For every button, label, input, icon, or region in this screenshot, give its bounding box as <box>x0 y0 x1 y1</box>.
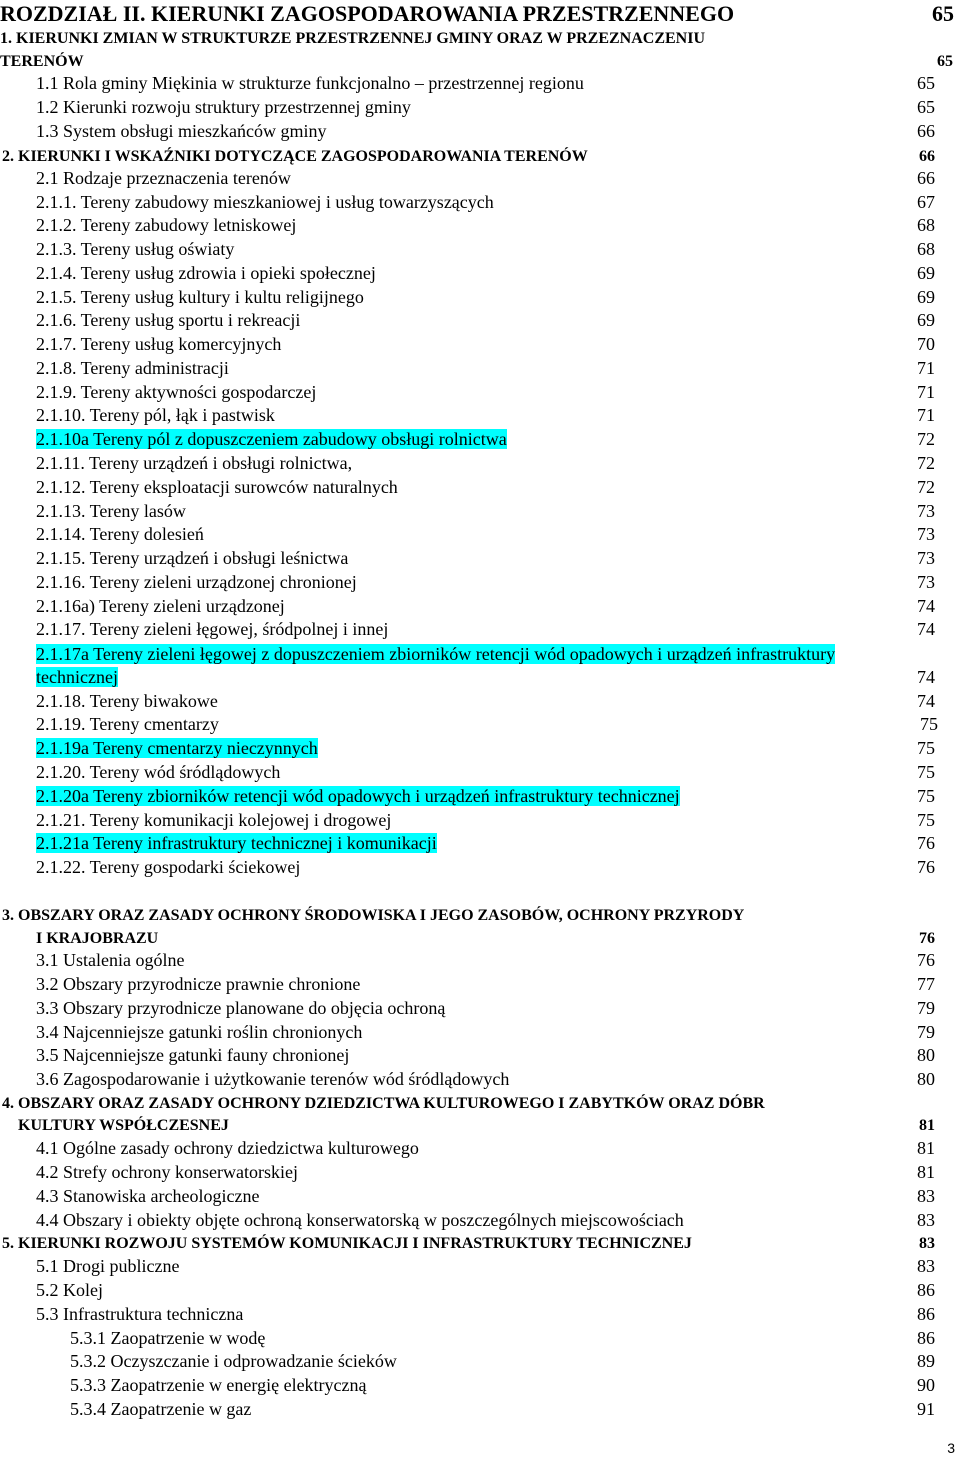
toc-entry-title: 2.1.3. Tereny usług oświaty <box>36 239 235 259</box>
toc-entry-title: 2.1.8. Tereny administracji <box>36 358 229 378</box>
toc-entry-page: 80 <box>917 1069 935 1089</box>
toc-entry-page: 74 <box>917 619 935 639</box>
toc-entry-title: 3.3 Obszary przyrodnicze planowane do objęcia ochroną <box>36 998 446 1018</box>
toc-entry-page: 76 <box>917 833 935 853</box>
toc-entry-page: 80 <box>917 1045 935 1065</box>
chapter-title-page: 65 <box>932 1 954 26</box>
toc-entry-page: 65 <box>917 97 935 117</box>
toc-entry-title: KULTURY WSPÓŁCZESNEJ <box>18 1117 229 1134</box>
toc-entry-title: 2.1.14. Tereny dolesień <box>36 524 204 544</box>
toc-entry-page: 73 <box>917 572 935 592</box>
toc-entry-page: 71 <box>917 358 935 378</box>
toc-entry-title: 2.1.13. Tereny lasów <box>36 501 186 521</box>
toc-entry-title: 2.1.1. Tereny zabudowy mieszkaniowej i usług towarzyszących <box>36 192 494 212</box>
toc-entry-title: 2.1.22. Tereny gospodarki ściekowej <box>36 857 301 877</box>
toc-entry-title: 3. OBSZARY ORAZ ZASADY OCHRONY ŚRODOWISKA I JEGO ZASOBÓW, OCHRONY PRZYRODY <box>2 907 745 924</box>
toc-entry-title: 2.1.4. Tereny usług zdrowia i opieki społecznej <box>36 263 376 283</box>
toc-entry-page: 75 <box>917 786 935 806</box>
toc-entry-title: 3.4 Najcenniejsze gatunki roślin chronionych <box>36 1022 363 1042</box>
toc-entry-page: 73 <box>917 548 935 568</box>
toc-entry-page: 75 <box>917 810 935 830</box>
page-number: 3 <box>947 1440 955 1456</box>
toc-entry-page: 69 <box>917 310 935 330</box>
toc-entry-title: 4.4 Obszary i obiekty objęte ochroną konserwatorską w poszczególnych miejscowościach <box>36 1210 684 1230</box>
toc-entry-page: 75 <box>917 762 935 782</box>
toc-entry-page: 73 <box>917 524 935 544</box>
toc-entry-title: 2.1.6. Tereny usług sportu i rekreacji <box>36 310 301 330</box>
toc-entry-page: 68 <box>917 215 935 235</box>
toc-entry-title: 2.1.21a Tereny infrastruktury technicznej i komunikacji <box>36 833 437 853</box>
toc-entry-page: 86 <box>917 1304 935 1324</box>
toc-entry-page: 90 <box>917 1375 935 1395</box>
toc-entry-page: 89 <box>917 1351 935 1371</box>
toc-entry-title: 2.1.19. Tereny cmentarzy <box>36 714 219 734</box>
toc-entry-title: 2.1.20a Tereny zbiorników retencji wód opadowych i urządzeń infrastruktury technicznej <box>36 786 680 806</box>
toc-entry-page: 72 <box>917 477 935 497</box>
toc-entry-page: 74 <box>917 596 935 616</box>
toc-entry-title: 2.1.10. Tereny pól, łąk i pastwisk <box>36 405 275 425</box>
toc-entry-title: 5.3.4 Zaopatrzenie w gaz <box>70 1399 252 1419</box>
toc-entry-title: 5.3.1 Zaopatrzenie w wodę <box>70 1328 266 1348</box>
toc-entry-page: 73 <box>917 501 935 521</box>
toc-entry-page: 76 <box>917 857 935 877</box>
toc-entry-page: 83 <box>917 1210 935 1230</box>
toc-entry-page: 81 <box>917 1138 935 1158</box>
toc-entry-page: 86 <box>917 1328 935 1348</box>
toc-entry-title: 1.1 Rola gminy Miękinia w strukturze funkcjonalno – przestrzennej regionu <box>36 73 584 93</box>
toc-entry-title: 5. KIERUNKI ROZWOJU SYSTEMÓW KOMUNIKACJI I INFRASTRUKTURY TECHNICZNEJ <box>2 1235 692 1252</box>
toc-entry-page: 71 <box>917 405 935 425</box>
toc-entry-page: 76 <box>917 950 935 970</box>
toc-entry-page: 74 <box>917 691 935 711</box>
toc-entry-page: 83 <box>917 1186 935 1206</box>
toc-entry-title: 3.5 Najcenniejsze gatunki fauny chronionej <box>36 1045 350 1065</box>
toc-entry-title: 5.3 Infrastruktura techniczna <box>36 1304 244 1324</box>
toc-entry-page: 67 <box>917 192 935 212</box>
toc-entry-page: 70 <box>917 334 935 354</box>
toc-entry-title: 3.6 Zagospodarowanie i użytkowanie terenów wód śródlądowych <box>36 1069 510 1089</box>
toc-entry-page: 69 <box>917 263 935 283</box>
toc-entry-title: 2.1.17a Tereny zieleni łęgowej z dopuszczeniem zbiorników retencji wód opadowych i urządzeń infrastruktury <box>36 644 836 664</box>
toc-entry-title: 3.1 Ustalenia ogólne <box>36 950 185 970</box>
toc-entry-page: 65 <box>937 53 953 70</box>
toc-entry-page: 71 <box>917 382 935 402</box>
toc-entry-title: 2.1.10a Tereny pól z dopuszczeniem zabudowy obsługi rolnictwa <box>36 429 507 449</box>
toc-entry-title: 1.3 System obsługi mieszkańców gminy <box>36 121 327 141</box>
toc-entry-page: 81 <box>917 1162 935 1182</box>
toc-entry-page: 81 <box>919 1117 935 1134</box>
toc-entry-page: 66 <box>919 148 935 165</box>
toc-entry-title: 2.1.5. Tereny usług kultury i kultu religijnego <box>36 287 364 307</box>
toc-entry-page: 83 <box>919 1235 935 1252</box>
toc-entry-title: 2.1.12. Tereny eksploatacji surowców naturalnych <box>36 477 398 497</box>
toc-entry-title: 5.2 Kolej <box>36 1280 103 1300</box>
toc-entry-page: 66 <box>917 121 935 141</box>
toc-entry-page: 66 <box>917 168 935 188</box>
toc-entry-page: 68 <box>917 239 935 259</box>
toc-entry-page: 75 <box>920 714 938 734</box>
toc-entry-title: I KRAJOBRAZU <box>36 930 159 947</box>
toc-entry-page: 74 <box>917 667 935 687</box>
toc-entry-title: TERENÓW <box>0 53 84 70</box>
toc-entry-title: 4.3 Stanowiska archeologiczne <box>36 1186 260 1206</box>
toc-entry-title: 2.1.15. Tereny urządzeń i obsługi leśnictwa <box>36 548 349 568</box>
toc-entry-title: 5.3.3 Zaopatrzenie w energię elektryczną <box>70 1375 367 1395</box>
toc-entry-page: 75 <box>917 738 935 758</box>
toc-entry-title: 1.2 Kierunki rozwoju struktury przestrzennej gminy <box>36 97 411 117</box>
toc-entry-title: 2.1.20. Tereny wód śródlądowych <box>36 762 281 782</box>
toc-entry-page: 77 <box>917 974 935 994</box>
toc-entry-page: 69 <box>917 287 935 307</box>
toc-entry-title: 2.1.7. Tereny usług komercyjnych <box>36 334 282 354</box>
toc-entry-title: 4. OBSZARY ORAZ ZASADY OCHRONY DZIEDZICTWA KULTUROWEGO I ZABYTKÓW ORAZ DÓBR <box>2 1095 765 1112</box>
toc-entry-title: 3.2 Obszary przyrodnicze prawnie chronione <box>36 974 361 994</box>
toc-entry-title: 4.2 Strefy ochrony konserwatorskiej <box>36 1162 298 1182</box>
toc-entry-title: 2.1.9. Tereny aktywności gospodarczej <box>36 382 317 402</box>
toc-entry-title: 2.1.17. Tereny zieleni łęgowej, śródpolnej i innej <box>36 619 389 639</box>
toc-entry-title: 2.1.16. Tereny zieleni urządzonej chronionej <box>36 572 357 592</box>
toc-entry-page: 86 <box>917 1280 935 1300</box>
toc-entry-page: 83 <box>917 1256 935 1276</box>
chapter-title: ROZDZIAŁ II. KIERUNKI ZAGOSPODAROWANIA PRZESTRZENNEGO <box>0 1 735 26</box>
toc-entry-page: 72 <box>917 453 935 473</box>
toc-entry-title: 5.3.2 Oczyszczanie i odprowadzanie ścieków <box>70 1351 397 1371</box>
toc-entry-page: 91 <box>917 1399 935 1419</box>
toc-entry-title: 2.1.21. Tereny komunikacji kolejowej i drogowej <box>36 810 392 830</box>
toc-entry-title: 5.1 Drogi publiczne <box>36 1256 180 1276</box>
toc-entry-page: 79 <box>917 1022 935 1042</box>
toc-entry-title: 1. KIERUNKI ZMIAN W STRUKTURZE PRZESTRZENNEJ GMINY ORAZ W PRZEZNACZENIU <box>0 30 706 47</box>
toc-entry-title: 2.1.18. Tereny biwakowe <box>36 691 218 711</box>
toc-entry-page: 65 <box>917 73 935 93</box>
toc-entry-title: 2.1.16a) Tereny zieleni urządzonej <box>36 596 285 616</box>
toc-entry-title: 2.1.19a Tereny cmentarzy nieczynnych <box>36 738 318 758</box>
toc-entry-title: 4.1 Ogólne zasady ochrony dziedzictwa kulturowego <box>36 1138 419 1158</box>
toc-entry-title: technicznej <box>36 667 118 687</box>
toc-entry-title: 2.1.11. Tereny urządzeń i obsługi rolnictwa, <box>36 453 353 473</box>
toc-entry-page: 72 <box>917 429 935 449</box>
toc-entry-title: 2.1 Rodzaje przeznaczenia terenów <box>36 168 291 188</box>
toc-entry-page: 76 <box>919 930 935 947</box>
toc-entry-page: 79 <box>917 998 935 1018</box>
toc-entry-title: 2. KIERUNKI I WSKAŹNIKI DOTYCZĄCE ZAGOSPODAROWANIA TERENÓW <box>2 148 588 165</box>
toc-entry-title: 2.1.2. Tereny zabudowy letniskowej <box>36 215 297 235</box>
